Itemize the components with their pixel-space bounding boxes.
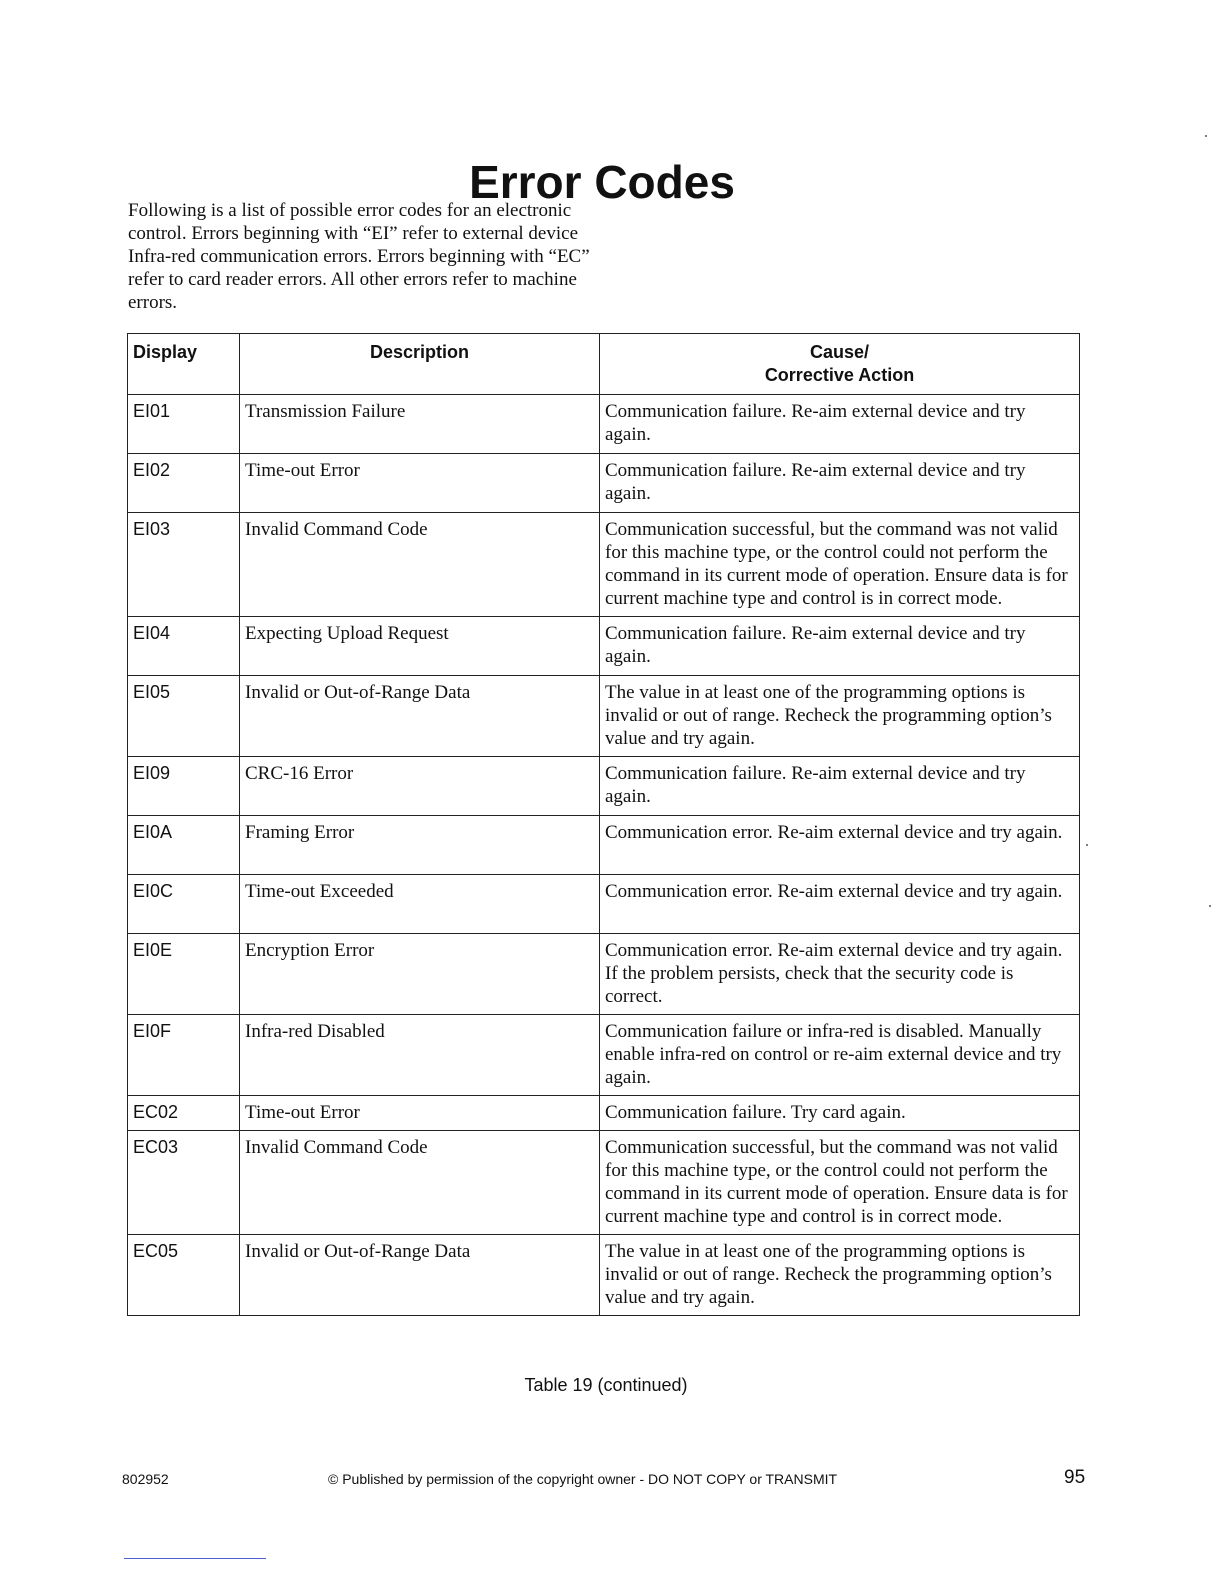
- error-cause: Communication error. Re-aim external device and try again.: [600, 816, 1080, 875]
- table-row: [128, 934, 1080, 1015]
- error-description: Encryption Error: [240, 934, 600, 1015]
- error-cause: Communication successful, but the command was not valid for this machine type, or the control could not perform the command in its current mode of operation. Ensure data is for current machine type and control is in correct mode.: [600, 1131, 1080, 1235]
- footer-divider: [124, 1558, 266, 1559]
- error-code: EI0A: [128, 816, 240, 875]
- error-cause: Communication failure. Re-aim external device and try again.: [600, 395, 1080, 454]
- error-description: Framing Error: [240, 816, 600, 875]
- error-code: EI01: [128, 395, 240, 454]
- error-code: EI0F: [128, 1015, 240, 1096]
- error-description: Invalid or Out-of-Range Data: [240, 676, 600, 757]
- column-header-display: Display: [128, 334, 240, 395]
- error-cause: Communication failure. Re-aim external device and try again.: [600, 617, 1080, 676]
- table-row: [128, 676, 1080, 757]
- error-cause: Communication failure. Re-aim external device and try again.: [600, 454, 1080, 513]
- table-row: [128, 1235, 1080, 1316]
- error-codes-table: [127, 333, 1080, 1316]
- table-row: [128, 757, 1080, 816]
- intro-paragraph: Following is a list of possible error codes for an electronic control. Errors beginning with “EI” refer to external device Infra-red communication errors. Errors beginning with “EC” refer to card reader errors. All other errors refer to machine errors.: [128, 200, 590, 313]
- scan-speck: [1086, 844, 1088, 846]
- table-caption: Table 19 (continued): [524, 1375, 688, 1395]
- footer-page-number: 95: [1064, 1467, 1086, 1488]
- table-row: [128, 1131, 1080, 1235]
- error-description: Time-out Error: [240, 454, 600, 513]
- table-row: [128, 395, 1080, 454]
- page-title: Error Codes: [469, 155, 735, 208]
- table-row: [128, 454, 1080, 513]
- error-cause: Communication failure. Re-aim external device and try again.: [600, 757, 1080, 816]
- error-cause: The value in at least one of the programming options is invalid or out of range. Recheck the programming option’s value and try again.: [600, 1235, 1080, 1316]
- table-row: [128, 816, 1080, 875]
- error-description: Expecting Upload Request: [240, 617, 600, 676]
- error-description: Time-out Error: [240, 1096, 600, 1131]
- table-header-row: [128, 334, 1080, 395]
- error-code: EI05: [128, 676, 240, 757]
- footer-doc-number: 802952: [122, 1471, 169, 1487]
- error-code: EI02: [128, 454, 240, 513]
- column-header-cause: [600, 334, 1080, 395]
- error-cause: Communication successful, but the command was not valid for this machine type, or the control could not perform the command in its current mode of operation. Ensure data is for current machine type and control is in correct mode.: [600, 513, 1080, 617]
- error-code: EI0C: [128, 875, 240, 934]
- table-row: [128, 1015, 1080, 1096]
- error-cause: Communication error. Re-aim external device and try again.: [600, 875, 1080, 934]
- column-header-cause-line2: Corrective Action: [764, 365, 915, 385]
- scan-speck: [1209, 905, 1211, 907]
- table-row: [128, 1096, 1080, 1131]
- error-description: Time-out Exceeded: [240, 875, 600, 934]
- error-description: Invalid Command Code: [240, 1131, 600, 1235]
- column-header-description: Description: [240, 334, 600, 395]
- table-row: [128, 617, 1080, 676]
- error-code: EC05: [128, 1235, 240, 1316]
- scan-speck: [1205, 135, 1207, 137]
- error-cause: The value in at least one of the programming options is invalid or out of range. Recheck the programming option’s value and try again.: [600, 676, 1080, 757]
- error-cause: Communication error. Re-aim external device and try again. If the problem persists, check that the security code is correct.: [600, 934, 1080, 1015]
- error-description: Infra-red Disabled: [240, 1015, 600, 1096]
- error-code: EI09: [128, 757, 240, 816]
- error-code: EC02: [128, 1096, 240, 1131]
- error-code: EI0E: [128, 934, 240, 1015]
- footer-copyright-notice: © Published by permission of the copyright owner - DO NOT COPY or TRANSMIT: [328, 1471, 838, 1487]
- table-row: [128, 513, 1080, 617]
- error-description: Invalid or Out-of-Range Data: [240, 1235, 600, 1316]
- error-code: EI04: [128, 617, 240, 676]
- error-cause: Communication failure. Try card again.: [600, 1096, 1080, 1131]
- error-description: CRC-16 Error: [240, 757, 600, 816]
- error-description: Invalid Command Code: [240, 513, 600, 617]
- table-row: [128, 875, 1080, 934]
- error-cause: Communication failure or infra-red is disabled. Manually enable infra-red on control or re-aim external device and try again.: [600, 1015, 1080, 1096]
- error-code: EI03: [128, 513, 240, 617]
- column-header-cause-line1: Cause/: [809, 342, 870, 362]
- error-code: EC03: [128, 1131, 240, 1235]
- error-description: Transmission Failure: [240, 395, 600, 454]
